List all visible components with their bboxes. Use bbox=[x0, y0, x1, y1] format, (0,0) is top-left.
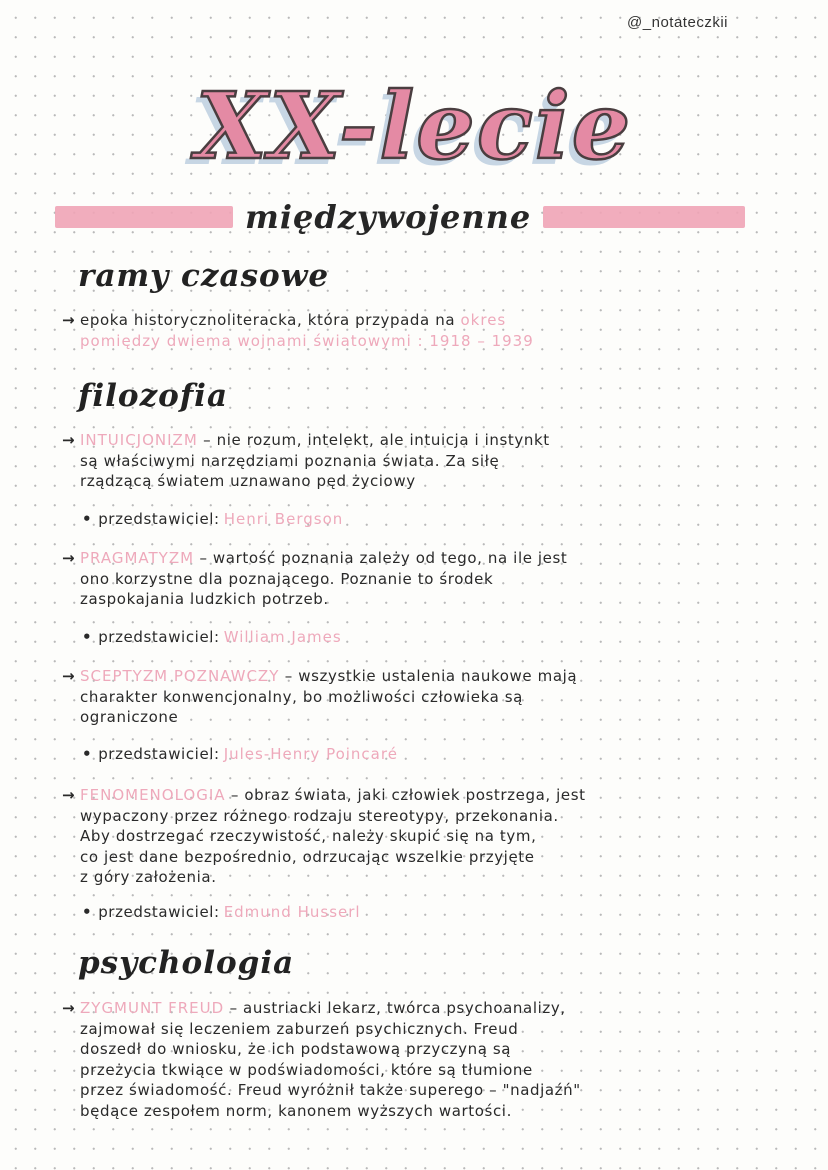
bullet-icon: • bbox=[82, 745, 93, 763]
highlight-text: pomiędzy dwiema wojnami światowymi : 1918 – 1939 bbox=[80, 331, 534, 350]
representative-james: • przedstawiciel: William James bbox=[82, 628, 342, 646]
term-intuicjonizm: INTUICJONIZM bbox=[80, 431, 198, 449]
heading-filozofia: filozofia bbox=[78, 378, 229, 414]
term-freud: ZYGMUNT FREUD bbox=[80, 999, 225, 1017]
heading-ramy-czasowe: ramy czasowe bbox=[78, 258, 330, 294]
paragraph-line: przeżycia tkwiące w podświadomości, które są tłumione bbox=[80, 1060, 533, 1079]
paragraph-line: → FENOMENOLOGIA – obraz świata, jaki człowiek postrzega, jest bbox=[62, 786, 586, 804]
freud-paragraph bbox=[62, 998, 762, 1121]
paragraph-line: zaspokajania ludzkich potrzeb. bbox=[80, 590, 329, 608]
paragraph-line: → INTUICJONIZM – nie rozum, intelekt, ale intuicja i instynkt bbox=[62, 431, 550, 449]
intuicjonizm-paragraph bbox=[62, 430, 762, 492]
paragraph-line: zajmował się leczeniem zaburzeń psychicznych. Freud bbox=[80, 1019, 519, 1038]
arrow-icon: → bbox=[62, 999, 76, 1017]
representative-husserl: • przedstawiciel: Edmund Husserl bbox=[82, 903, 361, 921]
bullet-icon: • bbox=[82, 903, 93, 921]
author-handle: @_notateczkii bbox=[627, 14, 728, 31]
paragraph-line: Aby dostrzegać rzeczywistość, należy skupić się na tym, bbox=[80, 827, 537, 845]
arrow-icon: → bbox=[62, 431, 76, 449]
term-fenomenologia: FENOMENOLOGIA bbox=[80, 786, 226, 804]
term-pragmatyzm: PRAGMATYZM bbox=[80, 549, 195, 567]
highlighter-bar-left bbox=[55, 206, 233, 228]
term-sceptyzm: SCEPTYZM POZNAWCZY bbox=[80, 667, 280, 685]
paragraph-line: charakter konwencjonalny, bo możliwości człowieka są bbox=[80, 687, 523, 706]
paragraph-line: z góry założenia. bbox=[80, 868, 217, 886]
paragraph-line: → epoka historycznoliteracka, która przypada na okres bbox=[62, 311, 507, 329]
paragraph-line: będące zespołem norm, kanonem wyższych wartości. bbox=[80, 1101, 512, 1120]
pragmatyzm-paragraph bbox=[62, 548, 762, 610]
bullet-icon: • bbox=[82, 628, 93, 646]
paragraph-line: co jest dane bezpośrednio, odrzucając wszelkie przyjęte bbox=[80, 847, 535, 866]
paragraph-line: przez świadomość. Freud wyróżnił także superego – "nadjaźń" bbox=[80, 1081, 581, 1099]
sceptyzm-paragraph bbox=[62, 666, 762, 728]
highlighter-bar-right bbox=[543, 206, 745, 228]
paragraph-line: doszedł do wniosku, że ich podstawową przyczyną są bbox=[80, 1040, 512, 1058]
page-title: XX-lecie bbox=[195, 72, 633, 180]
paragraph-line: → SCEPTYZM POZNAWCZY – wszystkie ustalenia naukowe mają bbox=[62, 667, 578, 685]
paragraph-line: rządzącą światem uznawano pęd życiowy bbox=[80, 472, 416, 490]
subtitle-row bbox=[55, 195, 745, 239]
representative-bergson: • przedstawiciel: Henri Bergson bbox=[82, 510, 344, 528]
arrow-icon: → bbox=[62, 786, 76, 804]
bullet-icon: • bbox=[82, 510, 93, 528]
page-subtitle: międzywojenne bbox=[245, 198, 532, 236]
paragraph-line: wypaczony przez różnego rodzaju stereotypy, przekonania. bbox=[80, 806, 559, 825]
arrow-icon: → bbox=[62, 549, 76, 567]
highlight-text: okres bbox=[460, 311, 507, 329]
paragraph-line: ono korzystne dla poznającego. Poznanie to środek bbox=[80, 569, 494, 588]
arrow-icon: → bbox=[62, 667, 76, 685]
fenomenologia-paragraph bbox=[62, 785, 762, 888]
arrow-icon: → bbox=[62, 311, 76, 329]
representative-poincare: • przedstawiciel: Jules-Henry Poincaré bbox=[82, 745, 398, 763]
ramy-paragraph bbox=[62, 310, 762, 351]
paragraph-line: ograniczone bbox=[80, 708, 179, 726]
heading-psychologia: psychologia bbox=[78, 945, 295, 981]
paragraph-line: → ZYGMUNT FREUD – austriacki lekarz, twórca psychoanalizy, bbox=[62, 999, 566, 1017]
paragraph-line: → PRAGMATYZM – wartość poznania zależy od tego, na ile jest bbox=[62, 549, 568, 567]
paragraph-line: są właściwymi narzędziami poznania świata. Za siłę bbox=[80, 451, 500, 470]
